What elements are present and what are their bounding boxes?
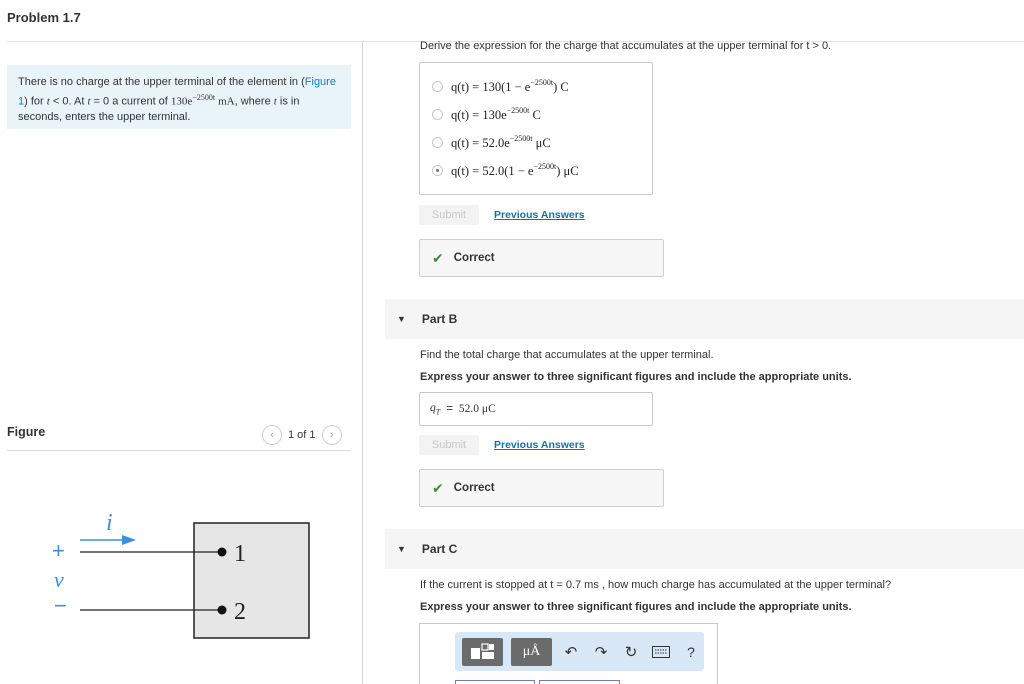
figure-heading: Figure <box>7 425 46 439</box>
choice-4-exp: −2500t <box>533 162 557 171</box>
choice-3-exp: −2500t <box>509 134 533 143</box>
choice-4-pre: q(t) = 52.0(1 − e <box>451 164 534 178</box>
voltage-label: v <box>54 567 64 592</box>
partB-question: Find the total charge that accumulates at the upper terminal. <box>420 349 714 361</box>
answer-value: 52.0 μC <box>458 403 496 415</box>
problem-text-3: < 0. At <box>52 95 85 108</box>
answer-unit-slot[interactable] <box>539 680 620 684</box>
reset-icon[interactable]: ↻ <box>624 643 638 661</box>
problem-var-t-3: t <box>273 95 277 108</box>
answer-var-sub: T <box>435 407 441 417</box>
partA-result: Correct <box>453 252 495 264</box>
answer-equals: = <box>446 403 453 415</box>
choice-2[interactable] <box>432 106 541 123</box>
keyboard-icon[interactable] <box>650 638 672 666</box>
partB-result: Correct <box>453 482 495 494</box>
partA-choices <box>419 62 653 195</box>
answer-var-q: q <box>430 401 436 414</box>
chevron-left-icon[interactable]: ‹ <box>262 425 282 445</box>
partB-header[interactable] <box>385 299 1024 339</box>
collapse-triangle-icon[interactable]: ▼ <box>397 544 406 554</box>
choice-1-post: ) C <box>553 80 569 94</box>
current-exponent: −2500t <box>192 93 216 102</box>
figure-counter: 1 of 1 <box>288 429 316 441</box>
problem-text-4: = 0 a current of <box>93 95 168 108</box>
radio-button-selected[interactable] <box>432 165 443 176</box>
partA-prompt: Derive the expression for the charge that accumulates at the upper terminal for t > 0. <box>420 40 832 52</box>
answer-value-slot[interactable] <box>455 680 535 684</box>
current-arrow-head <box>122 535 136 545</box>
problem-text-1: There is no charge at the upper terminal of the element in ( <box>18 76 305 88</box>
partB-submit-button[interactable]: Submit <box>419 435 479 455</box>
answer-input-slots[interactable] <box>455 680 620 684</box>
units-button[interactable]: μÅ <box>511 638 552 666</box>
checkmark-icon: ✔ <box>432 479 444 496</box>
plus-sign: + <box>52 538 65 563</box>
problem-var-t-2: t <box>87 95 91 108</box>
radio-button[interactable] <box>432 81 443 92</box>
choice-2-post: C <box>529 108 541 122</box>
current-coeff: 130e <box>170 95 193 108</box>
radio-button[interactable] <box>432 109 443 120</box>
choice-1-exp: −2500t <box>530 78 554 87</box>
choice-1[interactable] <box>432 78 569 95</box>
current-label: i <box>106 510 113 536</box>
problem-var-t: t <box>46 95 50 108</box>
choice-4[interactable] <box>432 162 579 179</box>
problem-text-2: ) for <box>24 95 44 108</box>
problem-statement <box>7 65 351 129</box>
partC-title: Part C <box>421 542 458 556</box>
math-toolbar <box>455 632 704 671</box>
circuit-element-box <box>194 523 309 638</box>
figure-pager <box>262 425 342 445</box>
collapse-triangle-icon[interactable]: ▼ <box>397 314 406 324</box>
minus-sign: − <box>54 593 67 618</box>
partA-previous-answers-link[interactable]: Previous Answers <box>494 209 585 221</box>
terminal-dot-2 <box>218 606 227 615</box>
partB-instruction: Express your answer to three significant figures and include the appropriate units. <box>420 371 852 383</box>
current-unit: mA <box>218 95 235 108</box>
terminal-dot-1 <box>218 548 227 557</box>
choice-3[interactable] <box>432 134 551 151</box>
choice-4-post: ) μC <box>556 164 579 178</box>
chevron-right-icon[interactable]: › <box>322 425 342 445</box>
choice-3-pre: q(t) = 52.0e <box>451 136 510 150</box>
radio-button[interactable] <box>432 137 443 148</box>
partA-feedback <box>419 239 664 277</box>
partC-question: If the current is stopped at t = 0.7 ms , how much charge has accumulated at the upper terminal? <box>420 579 892 591</box>
column-divider <box>362 42 363 684</box>
redo-icon[interactable]: ↷ <box>594 643 608 661</box>
partB-answer-field[interactable] <box>419 392 653 426</box>
templates-icon[interactable] <box>462 638 503 666</box>
problem-title: Problem 1.7 <box>7 10 81 25</box>
terminal-label-2: 2 <box>234 599 246 625</box>
figure-link[interactable]: Figure 1 <box>18 76 336 108</box>
partB-previous-answers-link[interactable]: Previous Answers <box>494 439 585 451</box>
circuit-figure <box>40 505 320 645</box>
partB-feedback <box>419 469 664 507</box>
choice-2-pre: q(t) = 130e <box>451 108 507 122</box>
partC-header[interactable] <box>385 529 1024 569</box>
choice-2-exp: −2500t <box>506 106 530 115</box>
choice-3-post: μC <box>532 136 551 150</box>
terminal-label-1: 1 <box>234 541 246 567</box>
answer-variable <box>430 402 440 416</box>
problem-text-6: is in seconds, enters the upper terminal. <box>18 95 300 123</box>
partB-title: Part B <box>421 312 458 326</box>
help-button[interactable]: ? <box>687 643 695 660</box>
partA-submit-button[interactable]: Submit <box>419 205 479 225</box>
choice-1-pre: q(t) = 130(1 − e <box>451 80 531 94</box>
figure-divider <box>7 450 351 451</box>
problem-text-5: , where <box>234 95 271 108</box>
undo-icon[interactable]: ↶ <box>564 643 578 661</box>
checkmark-icon: ✔ <box>432 249 444 266</box>
partC-instruction: Express your answer to three significant figures and include the appropriate units. <box>420 601 852 613</box>
